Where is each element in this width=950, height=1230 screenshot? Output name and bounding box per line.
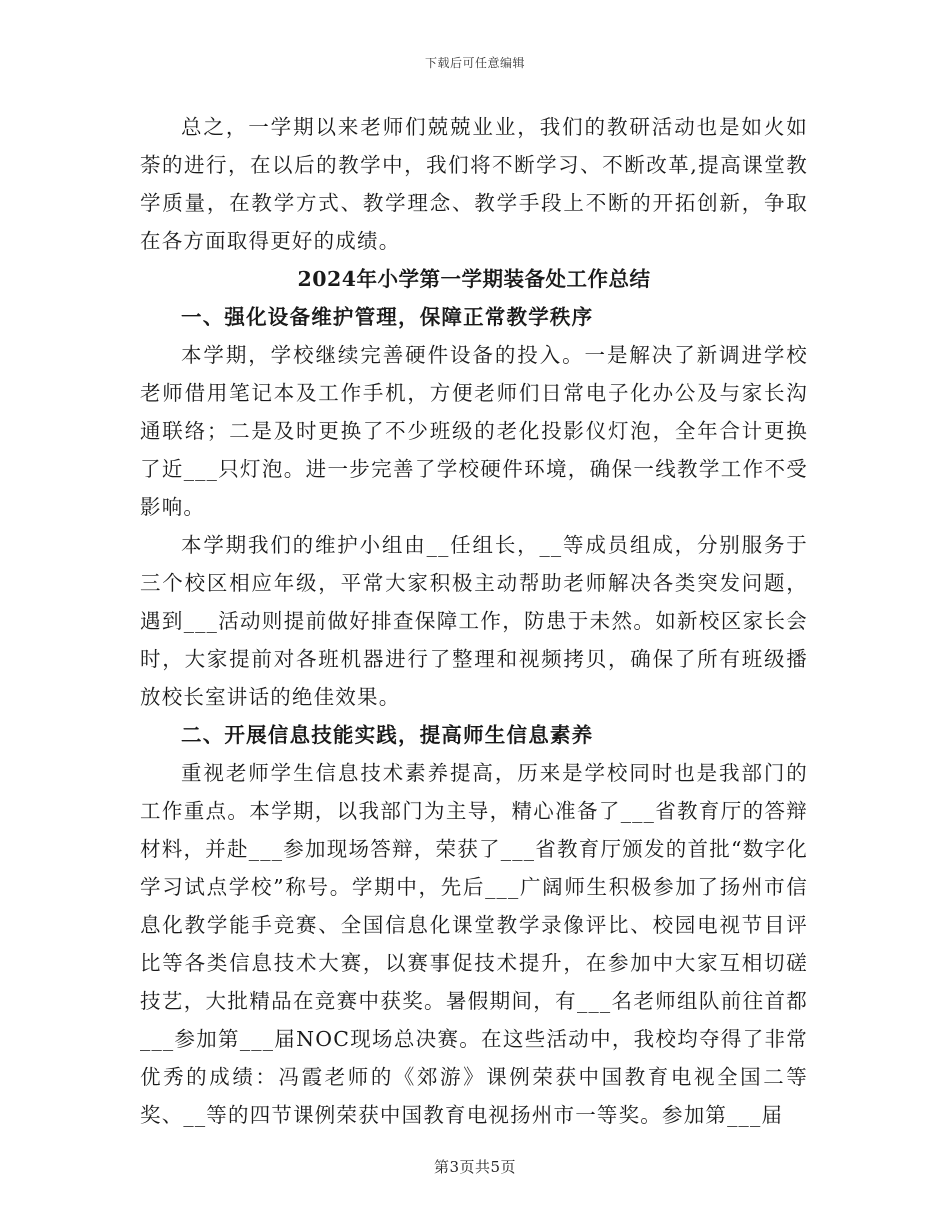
section-2-heading: 二、开展信息技能实践，提高师生信息素养 bbox=[181, 723, 594, 747]
document-title: 2024年小学第一学期装备处工作总结 bbox=[297, 267, 651, 291]
document-body bbox=[140, 108, 808, 1134]
intro-paragraph: 总之，一学期以来老师们兢兢业业，我们的教研活动也是如火如荼的进行，在以后的教学中，我们将不断学习、不断改革,提高课堂教学质量，在教学方式、教学理念、教学手段上不断的开拓创新，争取在各方面取得更好的成绩。 bbox=[140, 115, 808, 253]
header-note: 下载后可任意编辑 bbox=[424, 56, 525, 70]
section-1-heading: 一、强化设备维护管理，保障正常教学秩序 bbox=[181, 305, 594, 329]
page-indicator: 第3页共5页 bbox=[433, 1158, 517, 1176]
section-1-paragraph-1: 本学期，学校继续完善硬件设备的投入。一是解决了新调进学校老师借用笔记本及工作手机，方便老师们日常电子化办公及与家长沟通联络；二是及时更换了不少班级的老化投影仪灯泡，全年合计更换了近___只灯泡。进一步完善了学校硬件环境，确保一线教学工作不受影响。 bbox=[140, 343, 808, 519]
section-2-paragraph-1: 重视老师学生信息技术素养提高，历来是学校同时也是我部门的工作重点。本学期，以我部门为主导，精心准备了___省教育厅的答辩材料，并赴___参加现场答辩，荣获了___省教育厅颁发的首批“数字化学习试点学校”称号。学期中，先后___广阔师生积极参加了扬州市信息化教学能手竞赛、全国信息化课堂教学录像评比、校园电视节目评比等各类信息技术大赛，以赛事促技术提升，在参加中大家互相切磋技艺，大批精品在竞赛中获奖。暑假期间，有___名老师组队前往首都___参加第___届NOC现场总决赛。在这些活动中，我校均夺得了非常优秀的成绩：冯霞老师的《郊游》课例荣获中国教育电视全国二等奖、__等的四节课例荣获中国教育电视扬州市一等奖。参加第___届 bbox=[140, 761, 808, 1127]
section-1-paragraph-2: 本学期我们的维护小组由__任组长，__等成员组成，分别服务于三个校区相应年级，平常大家积极主动帮助老师解决各类突发问题，遇到___活动则提前做好排查保障工作，防患于未然。如新校区家长会时，大家提前对各班机器进行了整理和视频拷贝，确保了所有班级播放校长室讲话的绝佳效果。 bbox=[140, 533, 808, 709]
